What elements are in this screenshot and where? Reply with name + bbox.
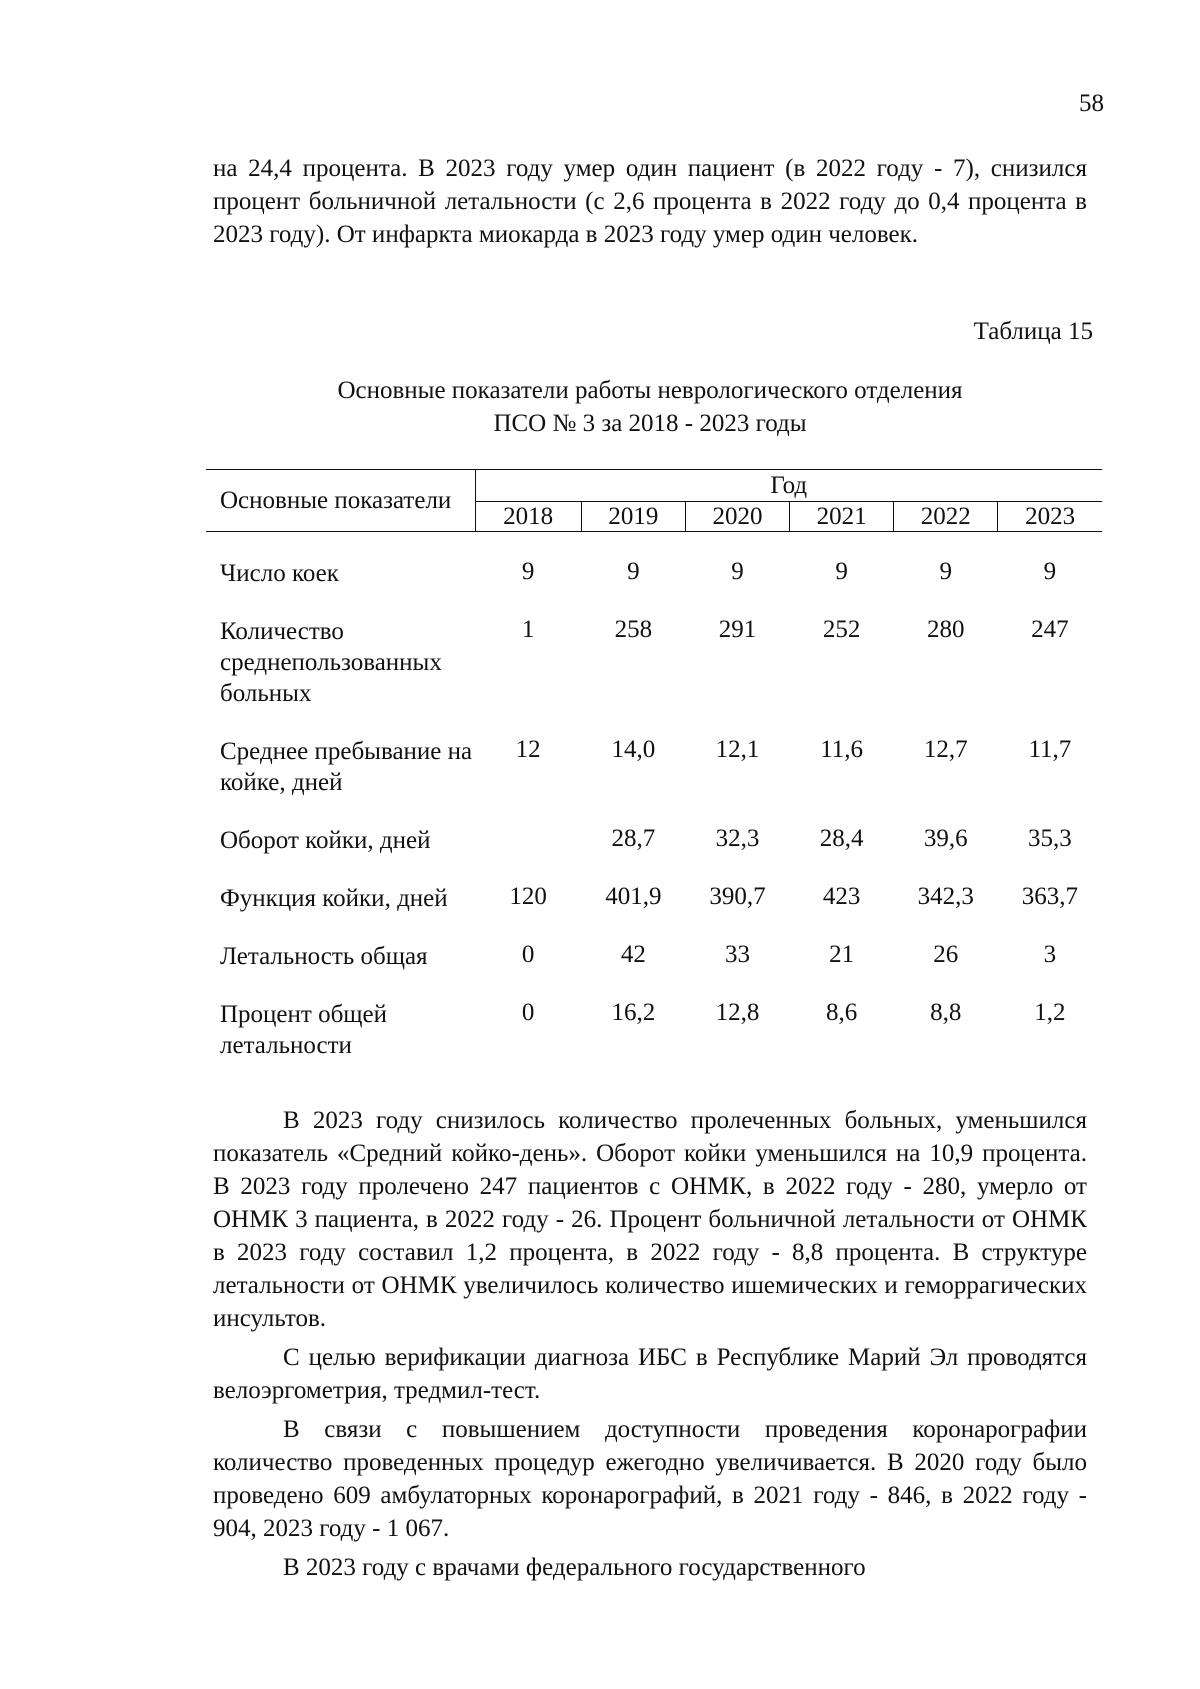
- table-row: [206, 616, 1102, 736]
- row-label: Функция койки, дней: [220, 885, 448, 912]
- table-cell: 252: [822, 616, 861, 643]
- year-header: 2021: [790, 502, 894, 532]
- table-cell: 28,7: [611, 825, 656, 852]
- table-cell: 9: [835, 558, 848, 585]
- row-label: Летальность общая: [220, 943, 428, 970]
- table-cell: 423: [822, 883, 861, 910]
- table-cell: 9: [1043, 558, 1057, 585]
- table-cell: 1: [521, 616, 535, 643]
- intro-paragraph: на 24,4 процента. В 2023 году умер один пациент (в 2022 году - 7), снизился процент больничной летальности (с 2,6 процента в 2022 году до 0,4 процента в 2023 году). От инфаркта миокарда в 2023 году умер один человек.: [213, 155, 1087, 248]
- table-cell: 247: [1031, 616, 1069, 643]
- row-label: Число коек: [220, 560, 339, 587]
- table-label: Таблица 15: [973, 318, 1093, 345]
- body-text: [213, 1104, 1087, 1590]
- table-title-line-1: Основные показатели работы неврологического отделения: [337, 377, 963, 404]
- table-cell: 42: [620, 941, 646, 968]
- table-cell: 401,9: [605, 883, 662, 910]
- body-paragraph: С целью верификации диагноза ИБС в Республике Марий Эл проводятся велоэргометрия, тредмил-тест.: [213, 1344, 1087, 1404]
- table-cell: 33: [724, 941, 750, 968]
- table-row: [206, 736, 1102, 825]
- year-header: 2020: [685, 502, 789, 532]
- table-cell: 9: [939, 558, 952, 585]
- table-cell: 14,0: [611, 736, 656, 763]
- table-cell: 390,7: [709, 883, 766, 910]
- table-cell: 9: [731, 558, 744, 585]
- row-label: Среднее пребывание на койке, дней: [220, 738, 473, 796]
- page-number: 58: [1079, 90, 1104, 117]
- table-cell: 363,7: [1021, 883, 1079, 910]
- table-cell: 16,2: [611, 999, 656, 1026]
- table-cell: [475, 825, 581, 883]
- table-cell: 28,4: [819, 825, 864, 852]
- table-title-line-2: ПСО № 3 за 2018 - 2023 годы: [493, 410, 807, 437]
- table-cell: 12,1: [715, 736, 760, 763]
- table-cell: 21: [829, 941, 855, 968]
- table-cell: 11,7: [1028, 736, 1072, 763]
- row-label: Количество среднепользованных больных: [220, 618, 442, 707]
- table-cell: 11,6: [820, 736, 864, 763]
- table-row: [206, 883, 1102, 941]
- table-cell: 12: [515, 736, 541, 763]
- table-cell: 39,6: [923, 825, 968, 852]
- table-row: [206, 558, 1102, 616]
- table-cell: 280: [926, 616, 965, 643]
- table-cell: 8,8: [930, 999, 962, 1026]
- table-cell: 3: [1043, 941, 1057, 968]
- year-group-header: Год: [475, 470, 1102, 502]
- table-row: [206, 825, 1102, 883]
- table-cell: 12,8: [715, 999, 760, 1026]
- table-cell: 12,7: [923, 736, 968, 763]
- table-cell: 342,3: [917, 883, 974, 910]
- table-cell: 0: [521, 999, 535, 1026]
- table-cell: 258: [614, 616, 653, 643]
- year-header: 2022: [894, 502, 998, 532]
- table-cell: 9: [521, 558, 535, 585]
- table-cell: 35,3: [1028, 825, 1072, 852]
- row-label: Процент общей летальности: [220, 1001, 388, 1059]
- table-row: [206, 941, 1102, 999]
- row-label: Оборот койки, дней: [220, 827, 431, 854]
- table-cell: 1,2: [1034, 999, 1066, 1026]
- body-paragraph: В связи с повышением доступности проведения коронарографии количество проведенных процедур ежегодно увеличивается. В 2020 году было проведено 609 амбулаторных коронарографий, в 2021 году - 846, в 2022 году - 904, 2023 году - 1 067.: [213, 1416, 1087, 1542]
- indicators-table: [206, 469, 1102, 1088]
- body-paragraph: В 2023 году снизилось количество пролеченных больных, уменьшился показатель «Средний койко-день». Оборот койки уменьшился на 10,9 процента. В 2023 году пролечено 247 пациентов с ОНМК, в 2022 году - 280, умерло от ОНМК 3 пациента, в 2022 году - 26. Процент больничной летальности от ОНМК в 2023 году составил 1,2 процента, в 2022 году - 8,8 процента. В структуре летальности от ОНМК увеличилось количество ишемических и геморрагических инсультов.: [213, 1107, 1087, 1332]
- table-row: [206, 999, 1102, 1088]
- body-paragraph: В 2023 году с врачами федерального государственного: [283, 1554, 866, 1581]
- table-cell: 291: [718, 616, 757, 643]
- table-cell: 9: [627, 558, 640, 585]
- year-header: 2018: [475, 502, 581, 532]
- table-cell: 32,3: [715, 825, 760, 852]
- year-header: 2023: [998, 502, 1102, 532]
- year-header: 2019: [581, 502, 685, 532]
- table-cell: 8,6: [825, 999, 858, 1026]
- table-cell: 0: [521, 941, 535, 968]
- indicators-header: Основные показатели: [206, 470, 475, 532]
- table-cell: 120: [509, 883, 547, 910]
- table-title: [213, 374, 1087, 440]
- table-cell: 26: [933, 941, 959, 968]
